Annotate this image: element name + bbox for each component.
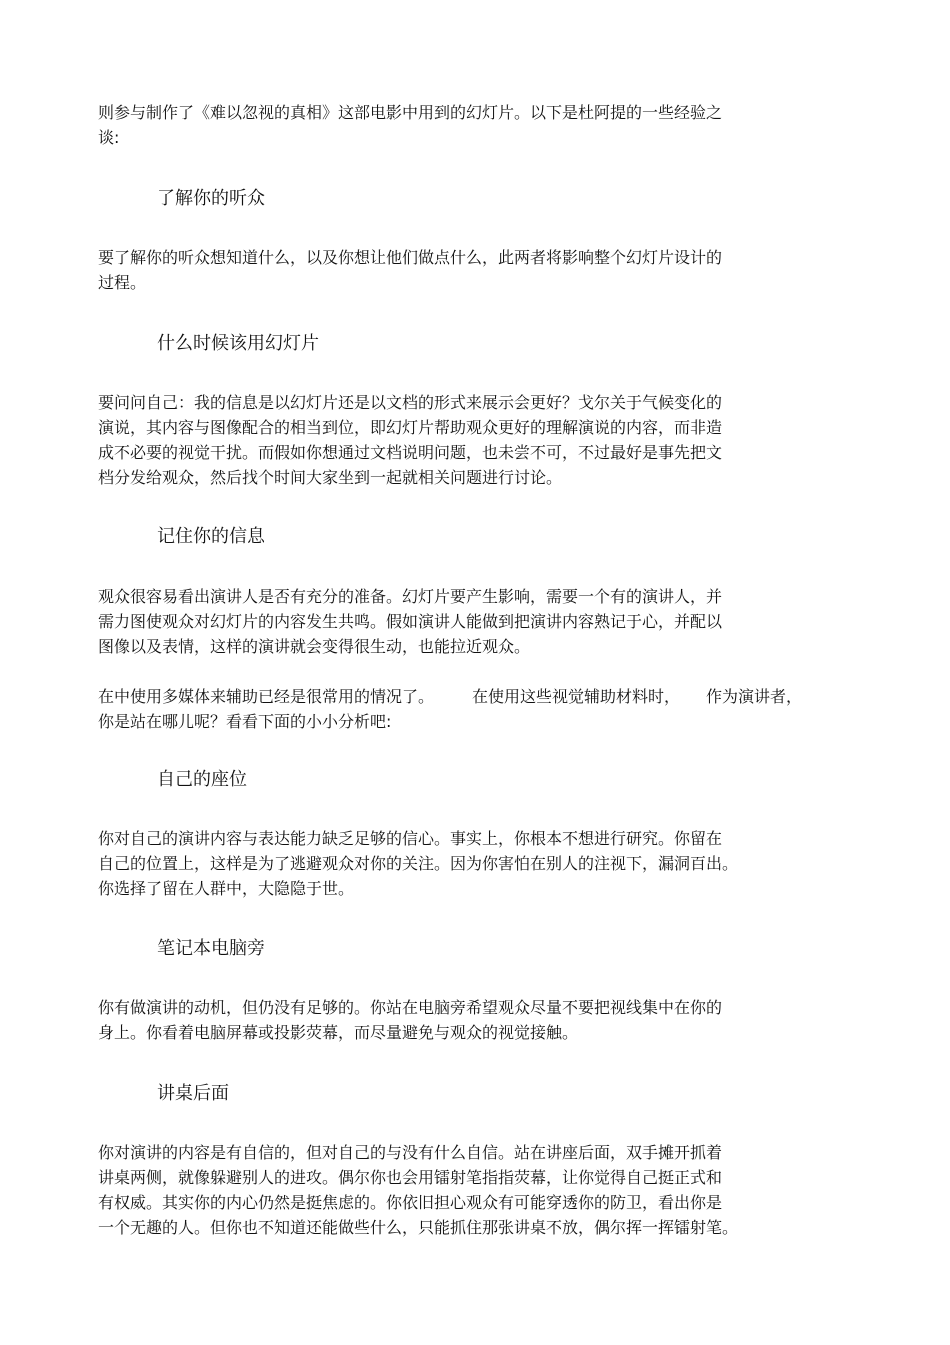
paragraph-line: 则参与制作了《难以忽视的真相》这部电影中用到的幻灯片。以下是杜阿提的一些经验之 (98, 103, 723, 122)
paragraph-line: 一个无趣的人。但你也不知道还能做些什么，只能抓住那张讲桌不放，偶尔挥一挥镭射笔。 (98, 1218, 739, 1237)
paragraph-line: 你是站在哪儿呢？看看下面的小小分析吧: (98, 712, 392, 731)
paragraph-line: 谈: (98, 128, 120, 147)
paragraph-line: 讲桌两侧，就像躲避别人的进攻。偶尔你也会用镭射笔指指荧幕，让你觉得自己挺正式和 (98, 1168, 723, 1187)
paragraph-line: 成不必要的视觉干扰。而假如你想通过文档说明问题，也未尝不可，不过最好是事先把文 (98, 443, 723, 462)
paragraph-line: 你对演讲的内容是有自信的，但对自己的与没有什么自信。站在讲座后面，双手摊开抓着 (98, 1143, 723, 1162)
intro-paragraph (98, 100, 858, 150)
transition-segment: 在使用这些视觉辅助材料时， (472, 687, 681, 706)
section-paragraph-remember-message (98, 584, 858, 659)
paragraph-line: 观众很容易看出演讲人是否有充分的准备。幻灯片要产生影响，需要一个有的演讲人，并 (98, 587, 723, 606)
section-paragraph-laptop-side (98, 995, 858, 1045)
section-heading-when-slides: 什么时候该用幻灯片 (157, 333, 319, 354)
section-heading-own-seat: 自己的座位 (157, 769, 247, 790)
section-heading-remember-message: 记住你的信息 (157, 526, 265, 547)
paragraph-line: 要问问自己：我的信息是以幻灯片还是以文档的形式来展示会更好？戈尔关于气候变化的 (98, 393, 723, 412)
paragraph-line: 图像以及表情，这样的演讲就会变得很生动，也能拉近观众。 (98, 637, 531, 656)
paragraph-line: 档分发给观众，然后找个时间大家坐到一起就相关问题进行讨论。 (98, 468, 563, 487)
section-paragraph-behind-podium (98, 1140, 858, 1240)
paragraph-line: 要了解你的听众想知道什么，以及你想让他们做点什么，此两者将影响整个幻灯片设计的 (98, 248, 723, 267)
paragraph-line: 自己的位置上，这样是为了逃避观众对你的关注。因为你害怕在别人的注视下，漏洞百出。 (98, 854, 739, 873)
section-heading-know-audience: 了解你的听众 (157, 188, 265, 209)
paragraph-line: 需力图使观众对幻灯片的内容发生共鸣。假如演讲人能做到把演讲内容熟记于心，并配以 (98, 612, 723, 631)
section-heading-behind-podium: 讲桌后面 (157, 1083, 229, 1104)
paragraph-line: 有权威。其实你的内心仍然是挺焦虑的。你依旧担心观众有可能穿透你的防卫，看出你是 (98, 1193, 723, 1212)
transition-segment: 作为演讲者， (706, 687, 803, 706)
paragraph-line: 你对自己的演讲内容与表达能力缺乏足够的信心。事实上，你根本不想进行研究。你留在 (98, 829, 723, 848)
section-heading-laptop-side: 笔记本电脑旁 (157, 938, 265, 959)
section-paragraph-own-seat (98, 826, 858, 901)
paragraph-line: 演说，其内容与图像配合的相当到位，即幻灯片帮助观众更好的理解演说的内容，而非造 (98, 418, 723, 437)
transition-segment: 在中使用多媒体来辅助已经是很常用的情况了。 (98, 687, 435, 706)
paragraph-line: 你有做演讲的动机，但仍没有足够的。你站在电脑旁希望观众尽量不要把视线集中在你的 (98, 998, 723, 1017)
paragraph-line: 你选择了留在人群中，大隐隐于世。 (98, 879, 355, 898)
paragraph-line (98, 684, 858, 709)
section-paragraph-know-audience (98, 245, 858, 295)
paragraph-line: 身上。你看着电脑屏幕或投影荧幕，而尽量避免与观众的视觉接触。 (98, 1023, 579, 1042)
section-paragraph-when-slides (98, 390, 858, 490)
paragraph-line: 过程。 (98, 273, 147, 292)
transition-paragraph (98, 684, 858, 734)
